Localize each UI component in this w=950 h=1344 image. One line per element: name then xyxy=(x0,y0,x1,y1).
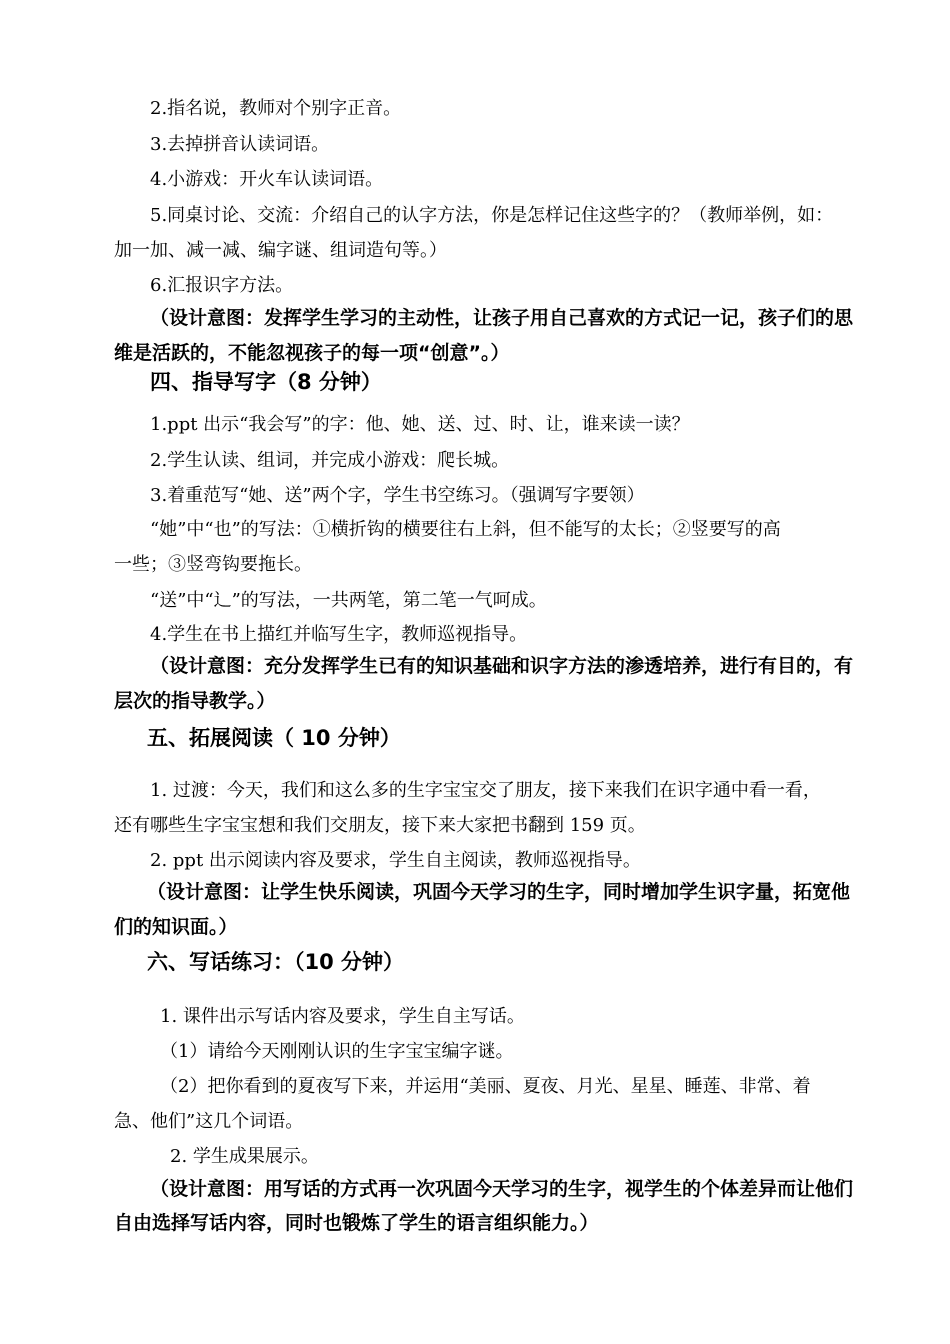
paragraph: 2. ppt 出示阅读内容及要求，学生自主阅读，教师巡视指导。 xyxy=(150,850,641,871)
paragraph: 1. 课件出示写话内容及要求，学生自主写话。 xyxy=(160,1006,525,1027)
paragraph: 3.去掉拼音认读词语。 xyxy=(150,134,330,155)
paragraph: 1.ppt 出示“我会写”的字：他、她、送、过、时、让，谁来读一读？ xyxy=(150,414,690,435)
paragraph: 6.汇报识字方法。 xyxy=(150,275,294,296)
design-intent: 层次的指导教学。） xyxy=(114,690,276,712)
paragraph: 1. 过渡：今天，我们和这么多的生字宝宝交了朋友，接下来我们在识字通中看一看， xyxy=(150,780,821,801)
design-intent: 们的知识面。） xyxy=(114,916,238,938)
design-intent: （设计意图：用写话的方式再一次巩固今天学习的生字，视学生的个体差异而让他们 xyxy=(150,1178,854,1200)
paragraph: 3.着重范写“她、送”两个字，学生书空练习。（强调写字要领） xyxy=(150,485,645,506)
paragraph: 一些；③竖弯钩要拖长。 xyxy=(114,554,312,575)
design-intent: （设计意图：让学生快乐阅读，巩固今天学习的生字，同时增加学生识字量，拓宽他 xyxy=(147,881,851,903)
design-intent: 维是活跃的，不能忽视孩子的每一项“创意”。） xyxy=(114,342,510,364)
section-heading: 四、指导写字（8 分钟） xyxy=(150,370,382,394)
paragraph: “送”中“辶”的写法，一共两笔，第二笔一气呵成。 xyxy=(150,590,547,611)
section-heading: 六、写话练习：（10 分钟） xyxy=(147,950,405,974)
paragraph: 加一加、减一减、编字谜、组词造句等。） xyxy=(114,240,447,261)
paragraph: 4.学生在书上描红并临写生字，教师巡视指导。 xyxy=(150,624,528,645)
paragraph: “她”中“也”的写法：①横折钩的横要往右上斜，但不能写的太长；②竖要写的高 xyxy=(150,519,781,540)
paragraph: 2.指名说，教师对个别字正音。 xyxy=(150,98,402,119)
paragraph: 2.学生认读、组词，并完成小游戏：爬长城。 xyxy=(150,450,510,471)
paragraph: 4.小游戏：开火车认读词语。 xyxy=(150,169,384,190)
paragraph: （2）把你看到的夏夜写下来，并运用“美丽、夏夜、月光、星星、睡莲、非常、着 xyxy=(160,1076,811,1097)
paragraph: 5.同桌讨论、交流：介绍自己的认字方法，你是怎样记住这些字的？（教师举例，如： xyxy=(150,205,834,226)
paragraph: 2. 学生成果展示。 xyxy=(170,1146,319,1167)
section-heading: 五、拓展阅读（ 10 分钟） xyxy=(147,726,401,750)
paragraph: 还有哪些生字宝宝想和我们交朋友，接下来大家把书翻到 159 页。 xyxy=(114,815,646,836)
paragraph: 急、他们”这几个词语。 xyxy=(114,1111,304,1132)
design-intent: 自由选择写话内容，同时也锻炼了学生的语言组织能力。） xyxy=(114,1212,599,1234)
paragraph: （1）请给今天刚刚认识的生字宝宝编字谜。 xyxy=(160,1041,514,1062)
design-intent: （设计意图：充分发挥学生已有的知识基础和识字方法的渗透培养，进行有目的，有 xyxy=(150,655,854,677)
design-intent: （设计意图：发挥学生学习的主动性，让孩子用自己喜欢的方式记一记，孩子们的思 xyxy=(150,307,854,329)
